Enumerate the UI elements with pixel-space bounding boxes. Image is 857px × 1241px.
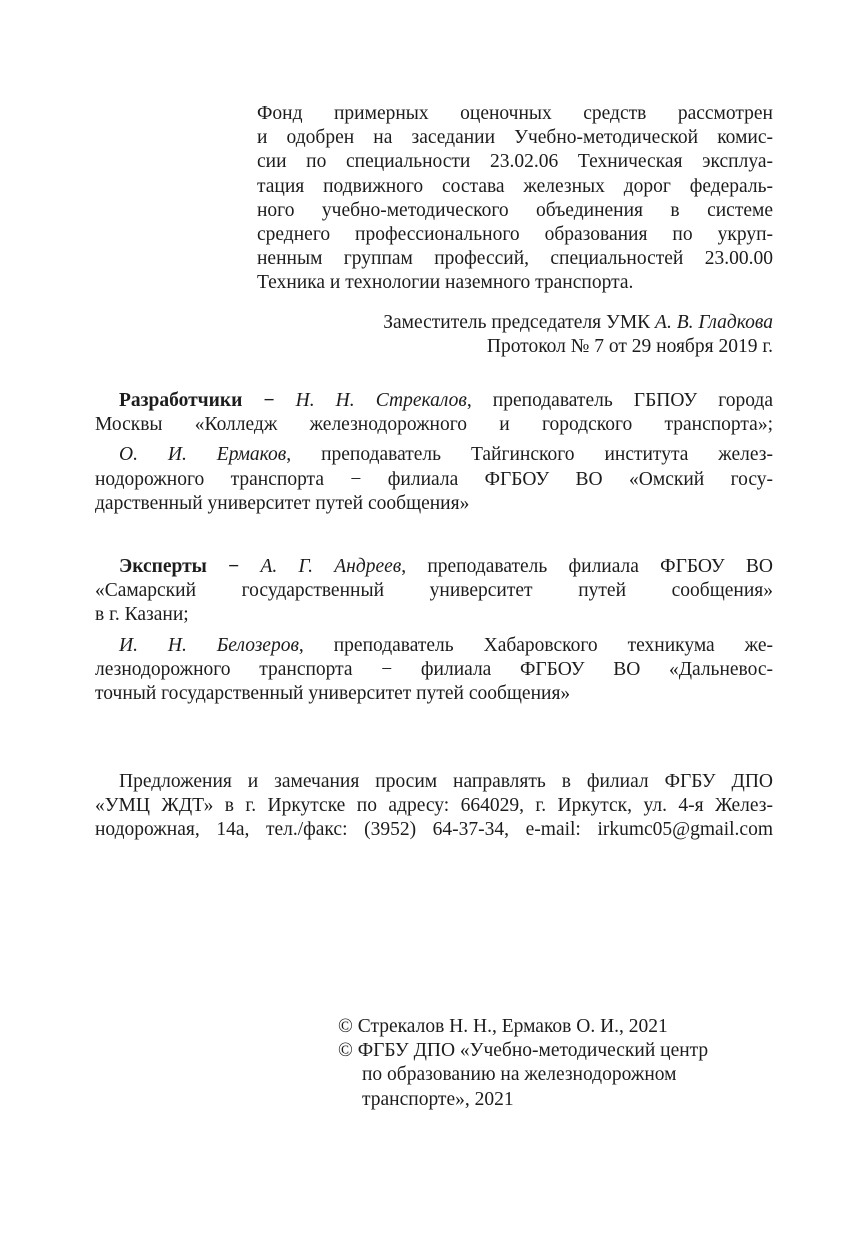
expert-line: точный государственный университет путей сообщения» (95, 683, 571, 705)
developer-line: Москвы «Колледж железнодорожного и городского транспорта»; (95, 414, 773, 436)
expert-line: «Самарский государственный университет путей сообщения» (95, 580, 773, 602)
feedback-paragraph (95, 770, 773, 843)
approval-line: сии по специальности 23.02.06 Техническая эксплуа- (257, 151, 773, 173)
signature-role: Заместитель председателя УМК (383, 312, 651, 333)
feedback-line: «УМЦ ЖДТ» в г. Иркутске по адресу: 664029, г. Иркутск, ул. 4-я Желез- (95, 795, 773, 817)
expert-line: лезнодорожного транспорта − филиала ФГБОУ ВО «Дальневос- (95, 658, 773, 680)
signature-line (95, 311, 773, 335)
copyright-line: © Стрекалов Н. Н., Ермаков О. И., 2021 (338, 1016, 668, 1037)
experts-section (95, 555, 773, 706)
expert-name: А. Г. Андреев (260, 556, 402, 577)
approval-line: и одобрен на заседании Учебно-методической комис- (257, 127, 773, 149)
dash: − (228, 556, 240, 577)
developer-line (95, 443, 773, 467)
developers-section (95, 389, 773, 516)
developer-affiliation: , преподаватель ГБПОУ города (466, 390, 774, 411)
approval-line: среднего профессионального образования по укруп- (257, 224, 773, 246)
protocol-line: Протокол № 7 от 29 ноября 2019 г. (486, 336, 773, 358)
approval-line: ненным группам профессий, специальностей 23.00.00 (257, 248, 773, 270)
expert-line: в г. Казани; (95, 604, 189, 626)
developer-name: Н. Н. Стрекалов (295, 390, 467, 411)
expert-line (95, 634, 773, 658)
approval-line: ного учебно-методического объединения в системе (257, 199, 773, 221)
developer-line (95, 389, 773, 413)
approval-paragraph (257, 102, 773, 296)
copyright-block (338, 1015, 778, 1112)
signature-name: А. В. Гладкова (655, 312, 773, 333)
developer-affiliation: , преподаватель Тайгинского института желез- (286, 444, 773, 466)
copyright-line: © ФГБУ ДПО «Учебно-методический центр (338, 1040, 709, 1062)
expert-line (95, 555, 773, 579)
approval-line: тация подвижного состава железных дорог федераль- (257, 175, 773, 197)
developers-label: Разработчики (119, 390, 243, 411)
developer-line: дарственный университет путей сообщения» (95, 492, 470, 514)
copyright-line: транспорте», 2021 (362, 1088, 514, 1110)
feedback-line: Предложения и замечания просим направлять в филиал ФГБУ ДПО (119, 771, 773, 792)
approval-line: Техника и технологии наземного транспорта. (257, 272, 634, 294)
developer-line: нодорожного транспорта − филиала ФГБОУ ВО «Омский госу- (95, 468, 773, 490)
dash: − (263, 390, 275, 411)
approval-line: Фонд примерных оценочных средств рассмотрен (257, 103, 773, 124)
expert-affiliation: , преподаватель Хабаровского техникума же- (298, 634, 773, 656)
expert-affiliation: , преподаватель филиала ФГБОУ ВО (401, 556, 774, 577)
developer-name: О. И. Ермаков (119, 444, 287, 466)
experts-label: Эксперты (119, 556, 207, 577)
feedback-line: нодорожная, 14а, тел./факс: (3952) 64-37-34, e-mail: irkumc05@gmail.com (95, 819, 773, 841)
expert-name: И. Н. Белозеров (119, 634, 299, 656)
copyright-line: по образованию на железнодорожном (362, 1064, 677, 1086)
signature-block (95, 311, 773, 359)
